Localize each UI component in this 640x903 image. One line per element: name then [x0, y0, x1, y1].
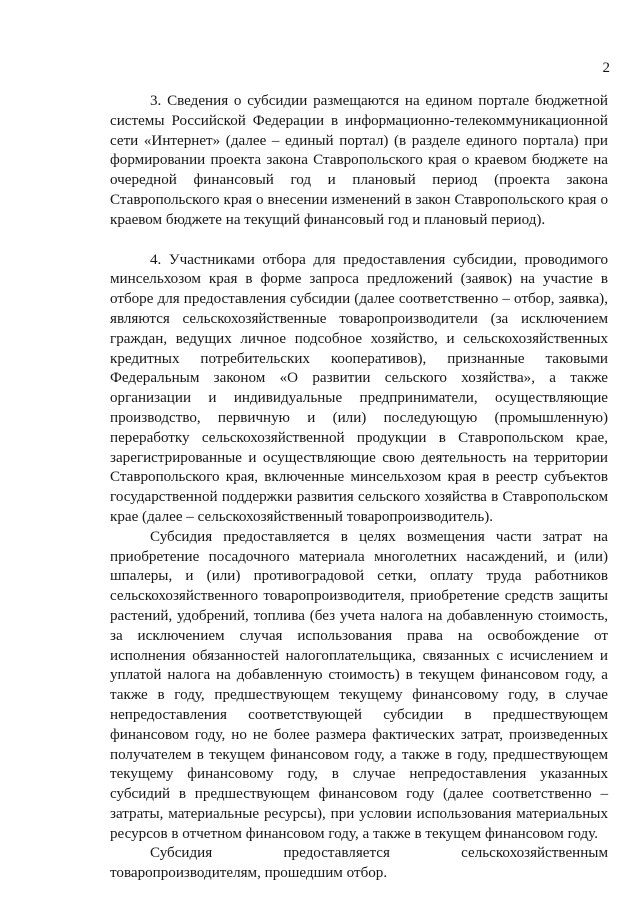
paragraph-4-selection-participants: 4. Участниками отбора для предоставления субсидии, проводимого минсельхозом края в форме запроса предложений (заявок) на участие в отборе для предоставления субсидии (далее соответственно – отбор, заявка), являются сельскохозяйственные товаропроизводители (за исключением граждан, ведущих личное подсобное хозяйство, и сельскохозяйственных кредитных потребительских кооперативов), признанные таковыми Федеральным законом «О развитии сельского хозяйства», а также организации и индивидуальные предприниматели, осуществляющие производство, первичную и (или) последующую (промышленную) переработку сельскохозяйственной продукции в Ставропольском крае, зарегистрированные и осуществляющие свою деятельность на территории Ставропольского края, включенные минсельхозом края в реестр субъектов государственной поддержки развития сельского хозяйства в Ставропольском крае (далее – сельскохозяйственный товаропроизводитель). [110, 251, 608, 525]
paragraph-3-subsidy-info: 3. Сведения о субсидии размещаются на едином портале бюджетной системы Российской Федерации в информационно-телекоммуникационной сети «Интернет» (далее – единый портал) (в разделе единого портала) при формировании проекта закона Ставропольского края о краевом бюджете на очередной финансовый год и плановый период (проекта закона Ставропольского края о внесении изменений в закон Ставропольского края о краевом бюджете на текущий финансовый год и плановый период). [110, 93, 608, 228]
paragraph-subsidy-purpose: Субсидия предоставляется в целях возмещения части затрат на приобретение посадочного материала многолетних насаждений, и (или) шпалеры, и (или) противоградовой сетки, оплату труда работников сельскохозяйственного товаропроизводителя, приобретение средств защиты растений, удобрений, топлива (без учета налога на добавленную стоимость, за исключением случая использования права на освобождение от исполнения обязанностей налогоплательщика, связанных с исчислением и уплатой налога на добавленную стоимость) в текущем финансовом году, а также в году, предшествующем текущему финансовому году, в случае непредоставления соответствующей субсидии в предшествующем финансовом году, но не более размера фактических затрат, произведенных получателем в текущем финансовом году, а также в году, предшествующем текущему финансовому году, в случае непредоставления указанных субсидий в предшествующем финансовом году (далее соответственно – затраты, материальные ресурсы), при условии использования материальных ресурсов в отчетном финансовом году, а также в текущем финансовом году. [110, 528, 608, 842]
document-body [110, 92, 608, 884]
page-number: 2 [602, 60, 610, 76]
paragraph-subsidy-recipients: Субсидия предоставляется сельскохозяйственным товаропроизводителям, прошедшим отбор. [110, 845, 608, 882]
